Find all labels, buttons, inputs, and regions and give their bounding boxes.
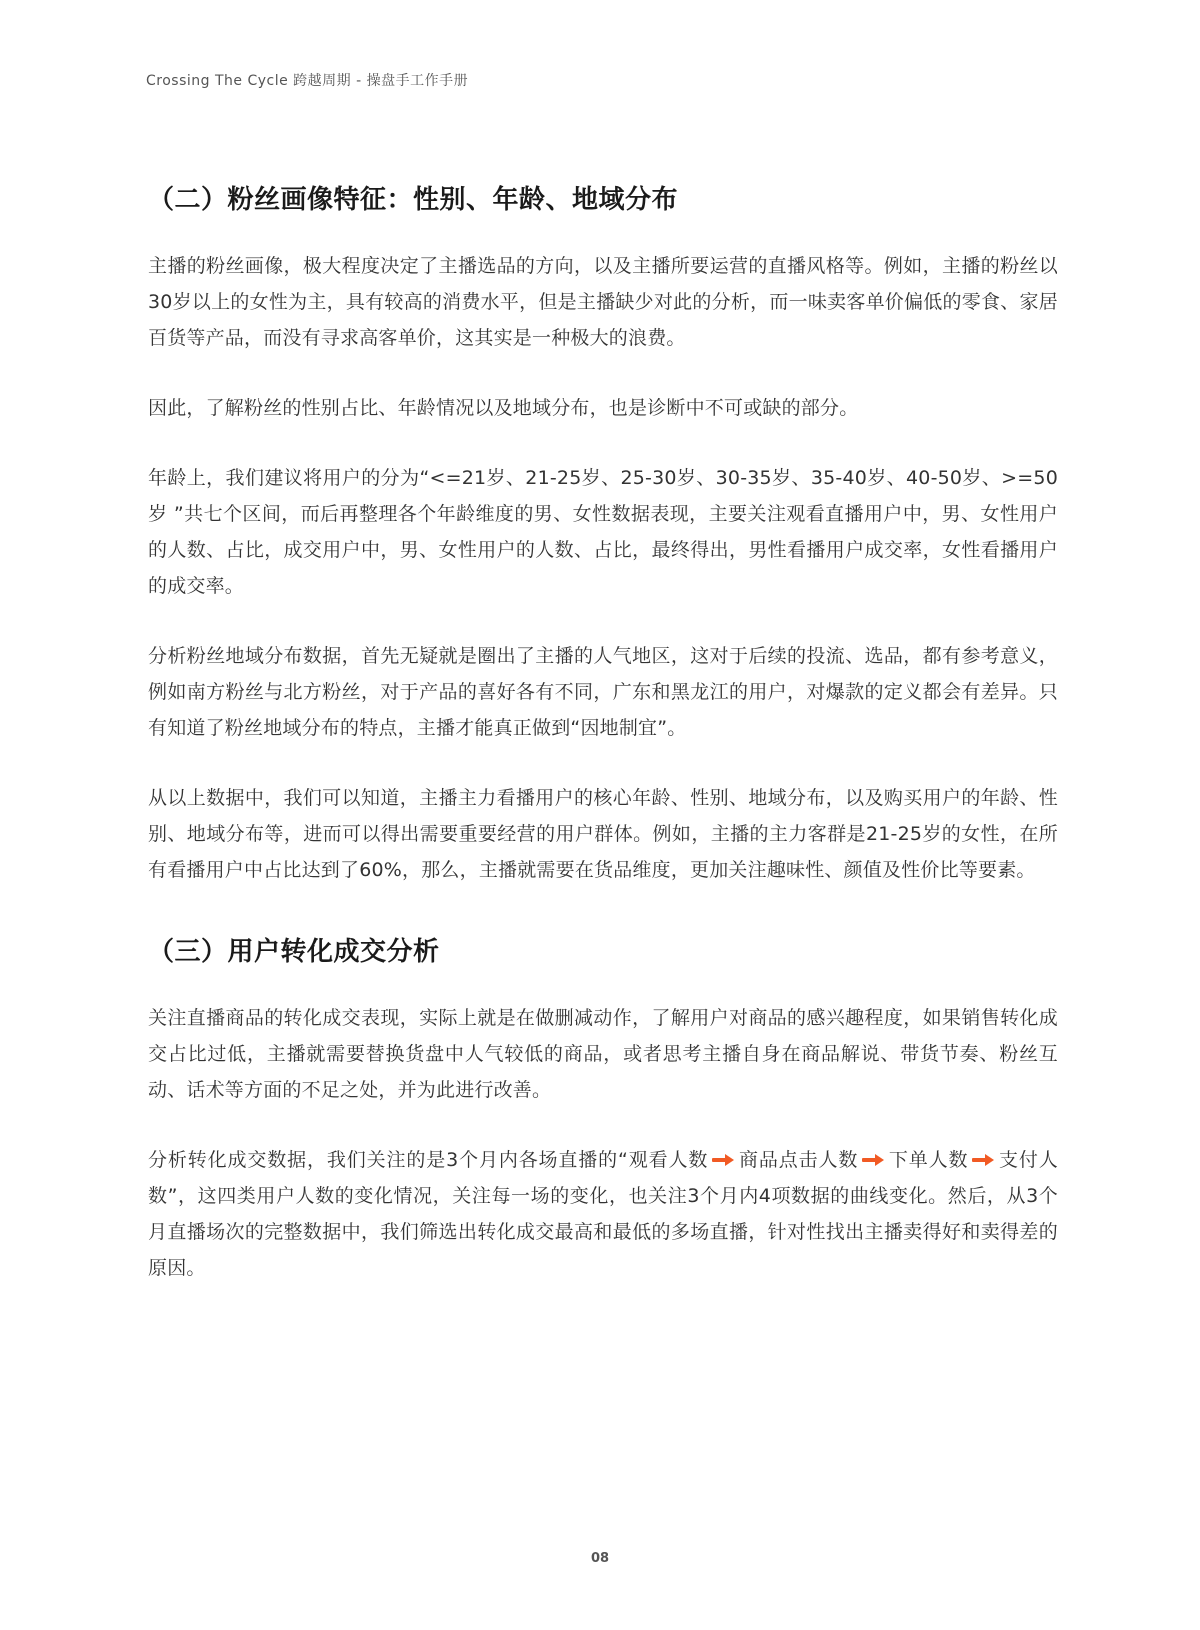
section-heading: （三）用户转化成交分析 <box>148 937 440 967</box>
right-arrow-icon <box>972 1154 994 1166</box>
funnel-paragraph <box>148 1142 1058 1286</box>
section-heading: （二）粉丝画像特征：性别、年龄、地域分布 <box>148 185 679 215</box>
page-number: 08 <box>590 1551 610 1566</box>
funnel-step-click: 商品点击人数 <box>738 1149 859 1171</box>
section-fan-profile <box>148 180 1058 888</box>
funnel-intro-text: 分析转化成交数据，我们关注的是3个月内各场直播的“观看人数 <box>148 1149 709 1171</box>
running-header: Crossing The Cycle 跨越周期 - 操盘手工作手册 <box>146 73 469 89</box>
funnel-step-order: 下单人数 <box>888 1149 969 1171</box>
funnel-step-pay-text: 支付人数”，这四类用户人数的变化情况，关注每一场的变化，也关注3个月内4项数据的曲线变化。然后，从3个月直播场次的完整数据中，我们筛选出转化成交最高和最低的多场直播，针对性找出主播卖得好和卖得差的原因。 <box>148 1149 1058 1279</box>
paragraph: 分析粉丝地域分布数据，首先无疑就是圈出了主播的人气地区，这对于后续的投流、选品，都有参考意义，例如南方粉丝与北方粉丝，对于产品的喜好各有不同，广东和黑龙江的用户，对爆款的定义都会有差异。只有知道了粉丝地域分布的特点，主播才能真正做到“因地制宜”。 <box>148 645 1058 739</box>
page-content <box>148 180 1058 1286</box>
paragraph: 关注直播商品的转化成交表现，实际上就是在做删减动作，了解用户对商品的感兴趣程度，如果销售转化成交占比过低，主播就需要替换货盘中人气较低的商品，或者思考主播自身在商品解说、带货节奏、粉丝互动、话术等方面的不足之处，并为此进行改善。 <box>148 1007 1058 1101</box>
right-arrow-icon <box>862 1154 884 1166</box>
paragraph: 从以上数据中，我们可以知道，主播主力看播用户的核心年龄、性别、地域分布，以及购买用户的年龄、性别、地域分布等，进而可以得出需要重要经营的用户群体。例如，主播的主力客群是21-25岁的女性，在所有看播用户中占比达到了60%，那么，主播就需要在货品维度，更加关注趣味性、颜值及性价比等要素。 <box>148 787 1058 881</box>
section-conversion-analysis <box>148 932 1058 1286</box>
paragraph: 因此，了解粉丝的性别占比、年龄情况以及地域分布，也是诊断中不可或缺的部分。 <box>148 397 859 419</box>
paragraph: 年龄上，我们建议将用户的分为“<=21岁、21-25岁、25-30岁、30-35岁、35-40岁、40-50岁、>=50岁 ”共七个区间，而后再整理各个年龄维度的男、女性数据表现，主要关注观看直播用户中，男、女性用户的人数、占比，成交用户中，男、女性用户的人数、占比，最终得出，男性看播用户成交率，女性看播用户的成交率。 <box>148 467 1058 597</box>
right-arrow-icon <box>712 1154 734 1166</box>
paragraph: 主播的粉丝画像，极大程度决定了主播选品的方向，以及主播所要运营的直播风格等。例如，主播的粉丝以30岁以上的女性为主，具有较高的消费水平，但是主播缺少对此的分析，而一味卖客单价偏低的零食、家居百货等产品，而没有寻求高客单价，这其实是一种极大的浪费。 <box>148 255 1058 349</box>
